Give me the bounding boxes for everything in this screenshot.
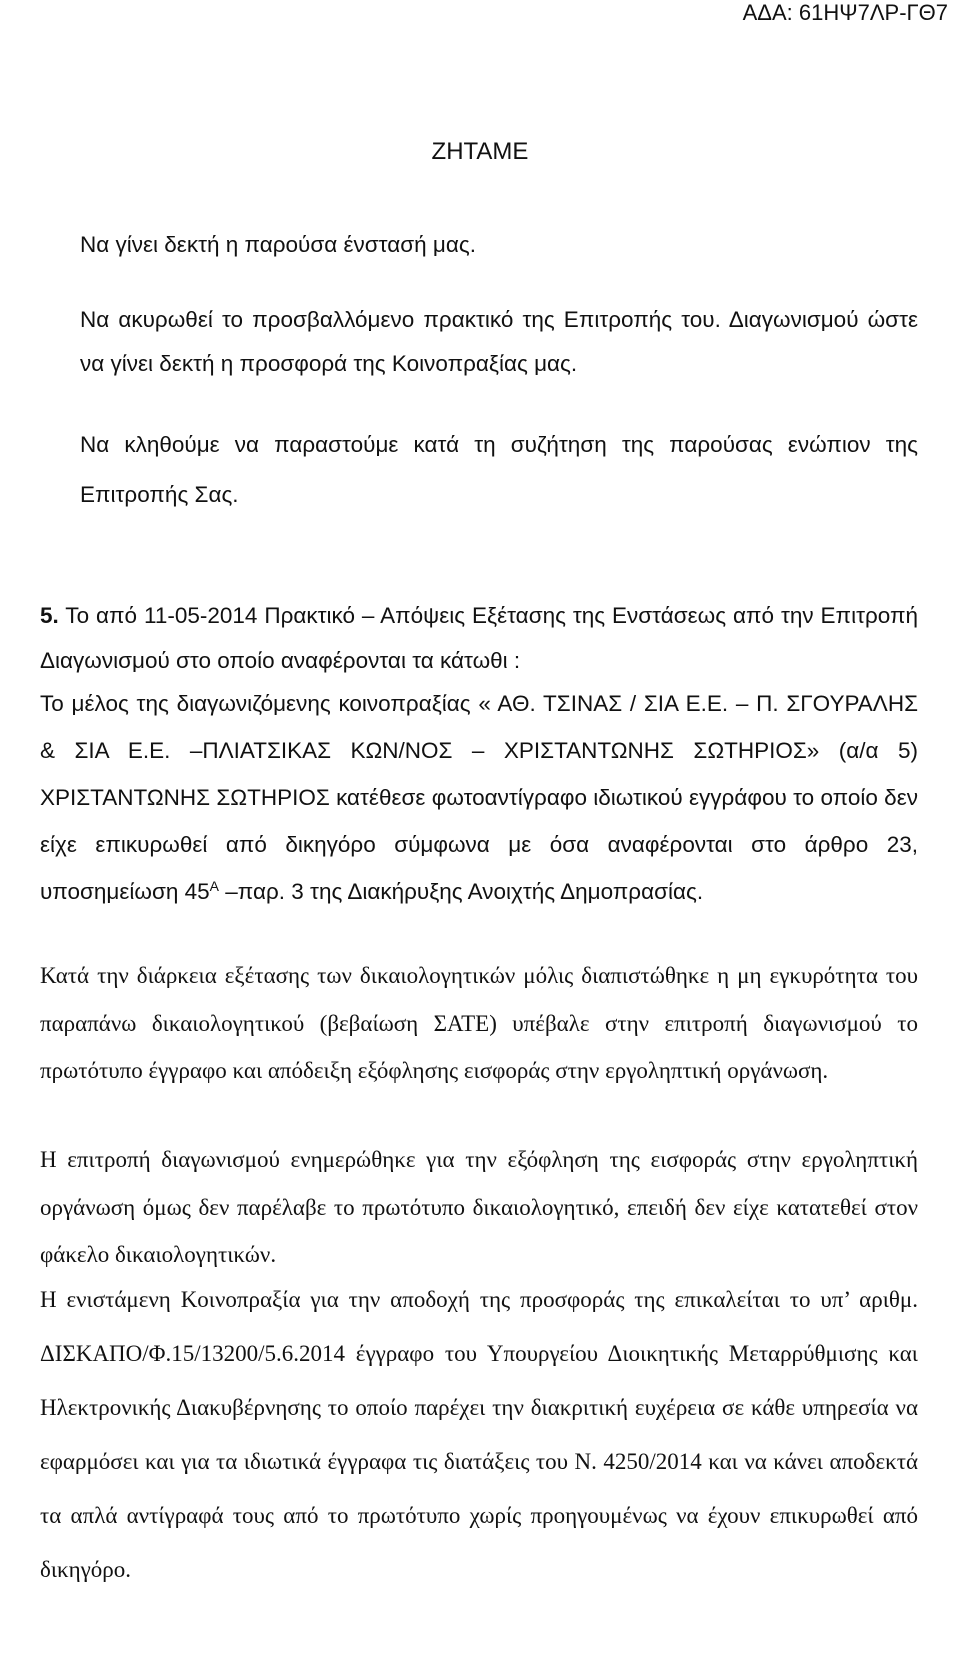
request-1 — [80, 223, 918, 267]
section-5-intro — [40, 593, 918, 683]
section-intro-text: Το από 11-05-2014 Πρακτικό – Απόψεις Εξέτασης της Ενστάσεως από την Επιτροπή Διαγωνισμού στο οποίο αναφέρονται τα κάτωθι : — [40, 603, 918, 673]
request-3 — [80, 420, 918, 520]
section-5-para-2 — [40, 952, 918, 1095]
request-1-text: Να γίνει δεκτή η παρούσα ένστασή μας. — [80, 232, 476, 257]
para-4-text: Η ενιστάμενη Κοινοπραξία για την αποδοχή της προσφοράς της επικαλείται το υπ’ αριθμ. ΔΙΣΚΑΠΟ/Φ.15/13200/5.6.2014 έγγραφο του Υπουργείου Διοικητικής Μεταρρύθμισης και Ηλεκτρονικής Διακυβέρνησης το οποίο παρέχει την διακριτική ευχέρεια σε κάθε υπηρεσία να εφαρμόσει και για τα ιδιωτικά έγγραφα τις διατάξεις του Ν. 4250/2014 και να κάνει αποδεκτά τα απλά αντίγραφά τους από το πρωτότυπο χωρίς προηγουμένως να έχουν επικυρωθεί από δικηγόρο. — [40, 1287, 918, 1582]
section-5-para-1 — [40, 680, 918, 915]
footnote-superscript: Α — [209, 878, 220, 894]
section-5-para-4 — [40, 1273, 918, 1597]
para-3-text: Η επιτροπή διαγωνισμού ενημερώθηκε για την εξόφληση της εισφοράς στην εργοληπτική οργάνωση όμως δεν παρέλαβε το πρωτότυπο δικαιολογητικό, επειδή δεν είχε κατατεθεί στον φάκελο δικαιολογητικών. — [40, 1147, 918, 1267]
section-number: 5. — [40, 603, 59, 628]
para-1-text-b: –παρ. 3 της Διακήρυξης Ανοιχτής Δημοπρασίας. — [219, 879, 704, 904]
para-1-text-a: Το μέλος της διαγωνιζόμενης κοινοπραξίας « ΑΘ. ΤΣΙΝΑΣ / ΣΙΑ Ε.Ε. – Π. ΣΓΟΥΡΑΛΗΣ & ΣΙΑ Ε.Ε. –ΠΛΙΑΤΣΙΚΑΣ ΚΩΝ/ΝΟΣ – ΧΡΙΣΤΑΝΤΩΝΗΣ ΣΩΤΗΡΙΟΣ» (α/α 5) ΧΡΙΣΤΑΝΤΩΝΗΣ ΣΩΤΗΡΙΟΣ κατέθεσε φωτοαντίγραφο ιδιωτικού εγγράφου το οποίο δεν είχε επικυρωθεί από δικηγόρο σύμφωνα με όσα αναφέρονται στο άρθρο 23, υποσημείωση 45 — [40, 691, 918, 904]
ada-code: ΑΔΑ: 61ΗΨ7ΛΡ-ΓΘ7 — [742, 0, 948, 25]
page-title: ΖΗΤΑΜΕ — [431, 138, 529, 165]
request-2 — [80, 298, 918, 386]
request-2-text: Να ακυρωθεί το προσβαλλόμενο πρακτικό της Επιτροπής του. Διαγωνισμού ώστε να γίνει δεκτή η προσφορά της Κοινοπραξίας μας. — [80, 307, 918, 376]
para-2-text: Κατά την διάρκεια εξέτασης των δικαιολογητικών μόλις διαπιστώθηκε η μη εγκυρότητα του παραπάνω δικαιολογητικού (βεβαίωση ΣΑΤΕ) υπέβαλε στην επιτροπή διαγωνισμού το πρωτότυπο έγγραφο και απόδειξη εξόφλησης εισφοράς στην εργοληπτική οργάνωση. — [40, 963, 918, 1083]
request-3-text: Να κληθούμε να παραστούμε κατά τη συζήτηση της παρούσας ενώπιον της Επιτροπής Σας. — [80, 432, 918, 507]
section-5-para-3 — [40, 1136, 918, 1279]
